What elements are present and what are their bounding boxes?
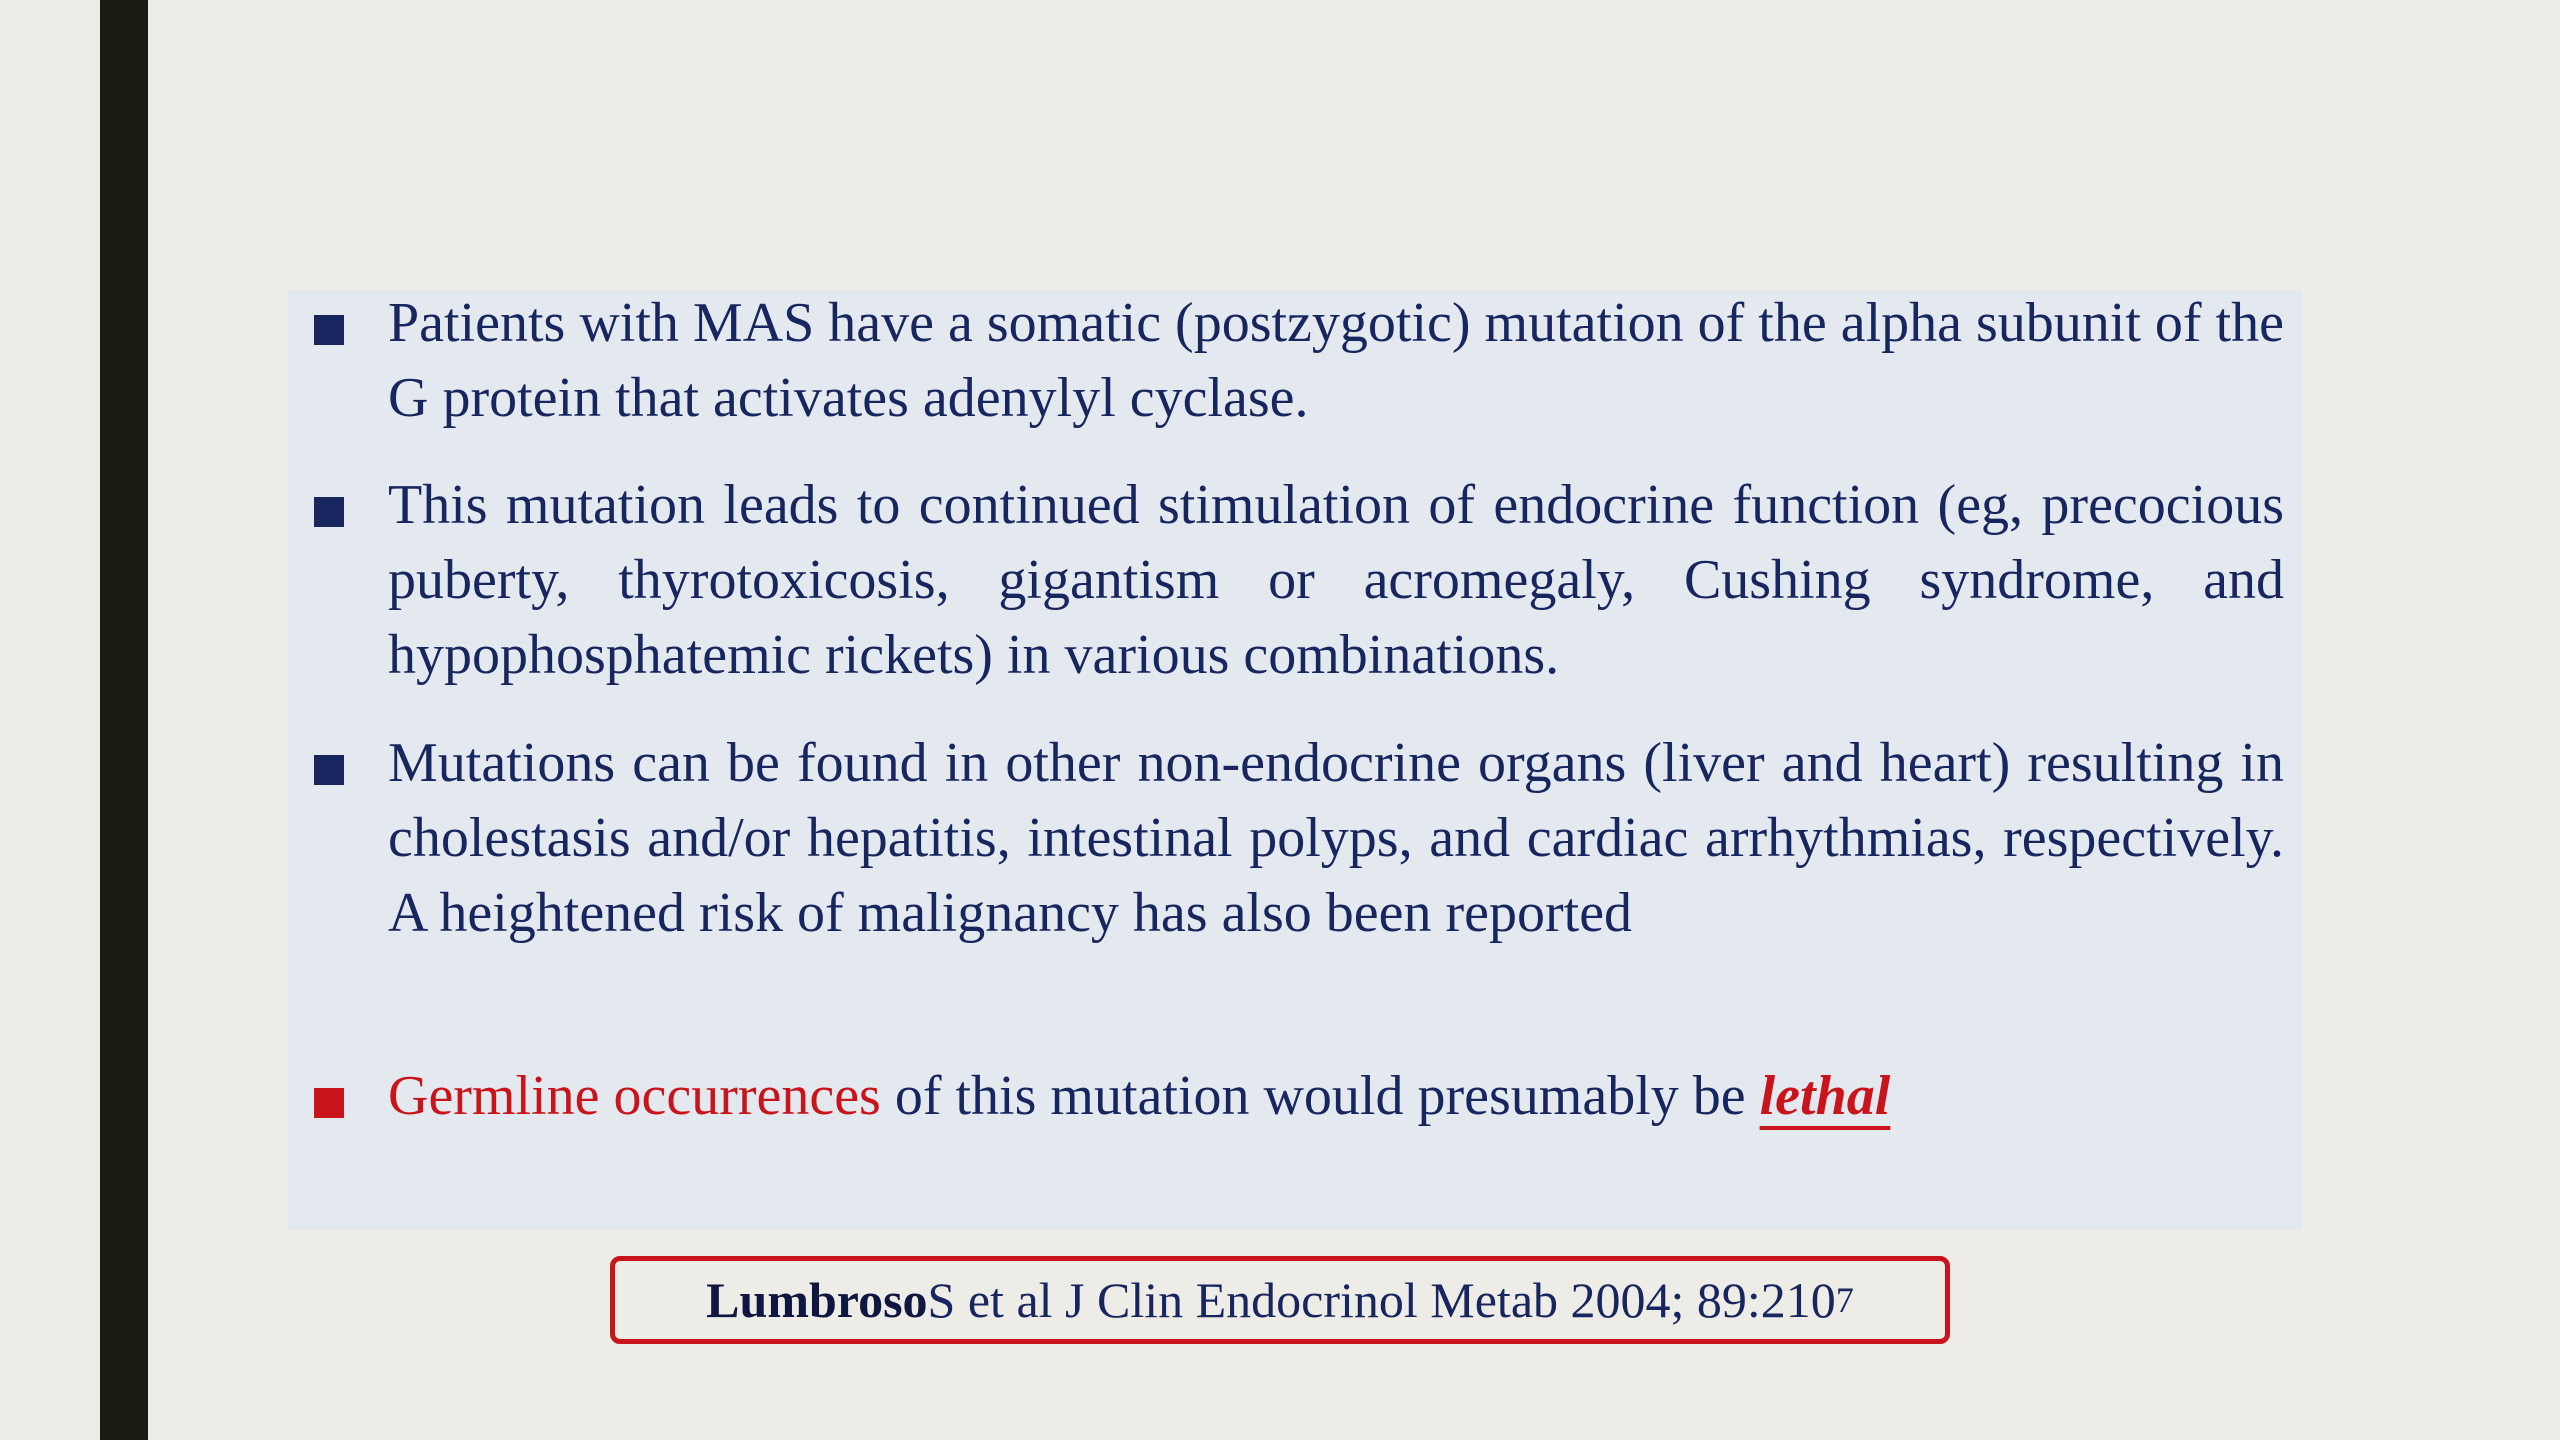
bullet-text-4 bbox=[388, 1059, 2284, 1134]
square-bullet-icon bbox=[314, 755, 344, 785]
bullet-text-3: Mutations can be found in other non-endocrine organs (liver and heart) resulting in cholestasis and/or hepatitis, intestinal polyps, and cardiac arrhythmias, respectively. A heightened risk of malignancy has also been reported bbox=[388, 732, 2284, 944]
bullet-text-2: This mutation leads to continued stimulation of endocrine function (eg, precocious puberty, thyrotoxicosis, gigantism or acromegaly, Cushing syndrome, and hypophosphatemic rickets) in various combinations. bbox=[388, 474, 2284, 686]
germline-occurrences-text: Germline occurrences bbox=[388, 1065, 881, 1127]
square-bullet-icon bbox=[314, 315, 344, 345]
bullet-text-1: Patients with MAS have a somatic (postzygotic) mutation of the alpha subunit of the G protein that activates adenylyl cyclase. bbox=[388, 292, 2284, 429]
left-accent-bar bbox=[100, 0, 148, 1440]
bullet-4-middle-text: of this mutation would presumably be bbox=[880, 1065, 1760, 1127]
citation-reference: S et al J Clin Endocrinol Metab 2004; 89:210 bbox=[927, 1272, 1836, 1328]
citation-page-tail: 7 bbox=[1835, 1280, 1854, 1320]
citation-box bbox=[610, 1256, 1950, 1344]
bullet-content-box bbox=[288, 290, 2302, 1230]
square-bullet-icon bbox=[314, 497, 344, 527]
square-bullet-icon bbox=[314, 1088, 344, 1118]
lethal-emphasis-text: lethal bbox=[1759, 1065, 1891, 1127]
citation-author: Lumbroso bbox=[706, 1272, 928, 1328]
